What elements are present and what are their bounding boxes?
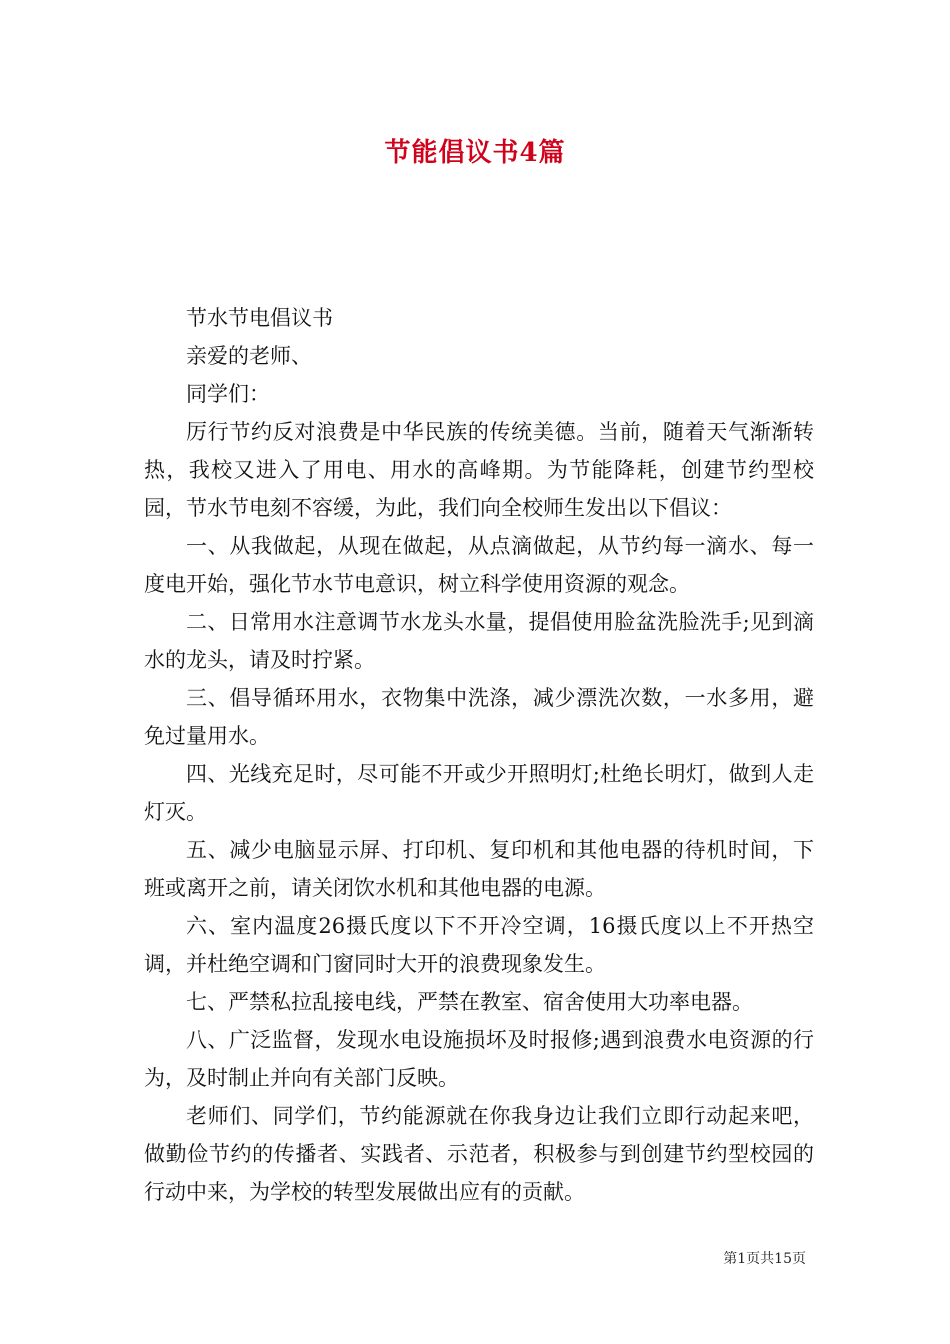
salutation-line-2: 同学们： [186,382,270,406]
closing-paragraph: 老师们、同学们，节约能源就在你我身边让我们立即行动起来吧，做勤俭节约的传播者、实践者、示范者，积极参与到创建节约型校园的行动中来，为学校的转型发展做出应有的贡献。 [144,1104,814,1204]
proposal-item-5: 五、减少电脑显示屏、打印机、复印机和其他电器的待机时间，下班或离开之前，请关闭饮水机和其他电器的电源。 [144,838,814,900]
letter-heading: 节水节电倡议书 [186,306,333,330]
proposal-item-1: 一、从我做起，从现在做起，从点滴做起，从节约每一滴水、每一度电开始，强化节水节电意识，树立科学使用资源的观念。 [144,534,814,596]
proposal-item-6: 六、室内温度26摄氏度以下不开冷空调，16摄氏度以上不开热空调，并杜绝空调和门窗同时大开的浪费现象发生。 [144,914,814,976]
proposal-item-7: 七、严禁私拉乱接电线，严禁在教室、宿舍使用大功率电器。 [186,990,753,1014]
proposal-item-8: 八、广泛监督，发现水电设施损坏及时报修;遇到浪费水电资源的行为，及时制止并向有关部门反映。 [144,1028,814,1090]
salutation-line-1: 亲爱的老师、 [186,344,312,368]
proposal-item-3: 三、倡导循环用水，衣物集中洗涤，减少漂洗次数，一水多用，避免过量用水。 [144,686,814,748]
document-body [144,299,814,1211]
proposal-item-2: 二、日常用水注意调节水龙头水量，提倡使用脸盆洗脸洗手;见到滴水的龙头，请及时拧紧。 [144,610,814,672]
intro-paragraph: 厉行节约反对浪费是中华民族的传统美德。当前，随着天气渐渐转热，我校又进入了用电、用水的高峰期。为节能降耗，创建节约型校园，节水节电刻不容缓，为此，我们向全校师生发出以下倡议： [144,420,814,520]
page-number-footer: 第1页共15页 [723,1251,806,1267]
proposal-item-4: 四、光线充足时，尽可能不开或少开照明灯;杜绝长明灯，做到人走灯灭。 [144,762,814,824]
document-title: 节能倡议书4篇 [384,138,566,168]
